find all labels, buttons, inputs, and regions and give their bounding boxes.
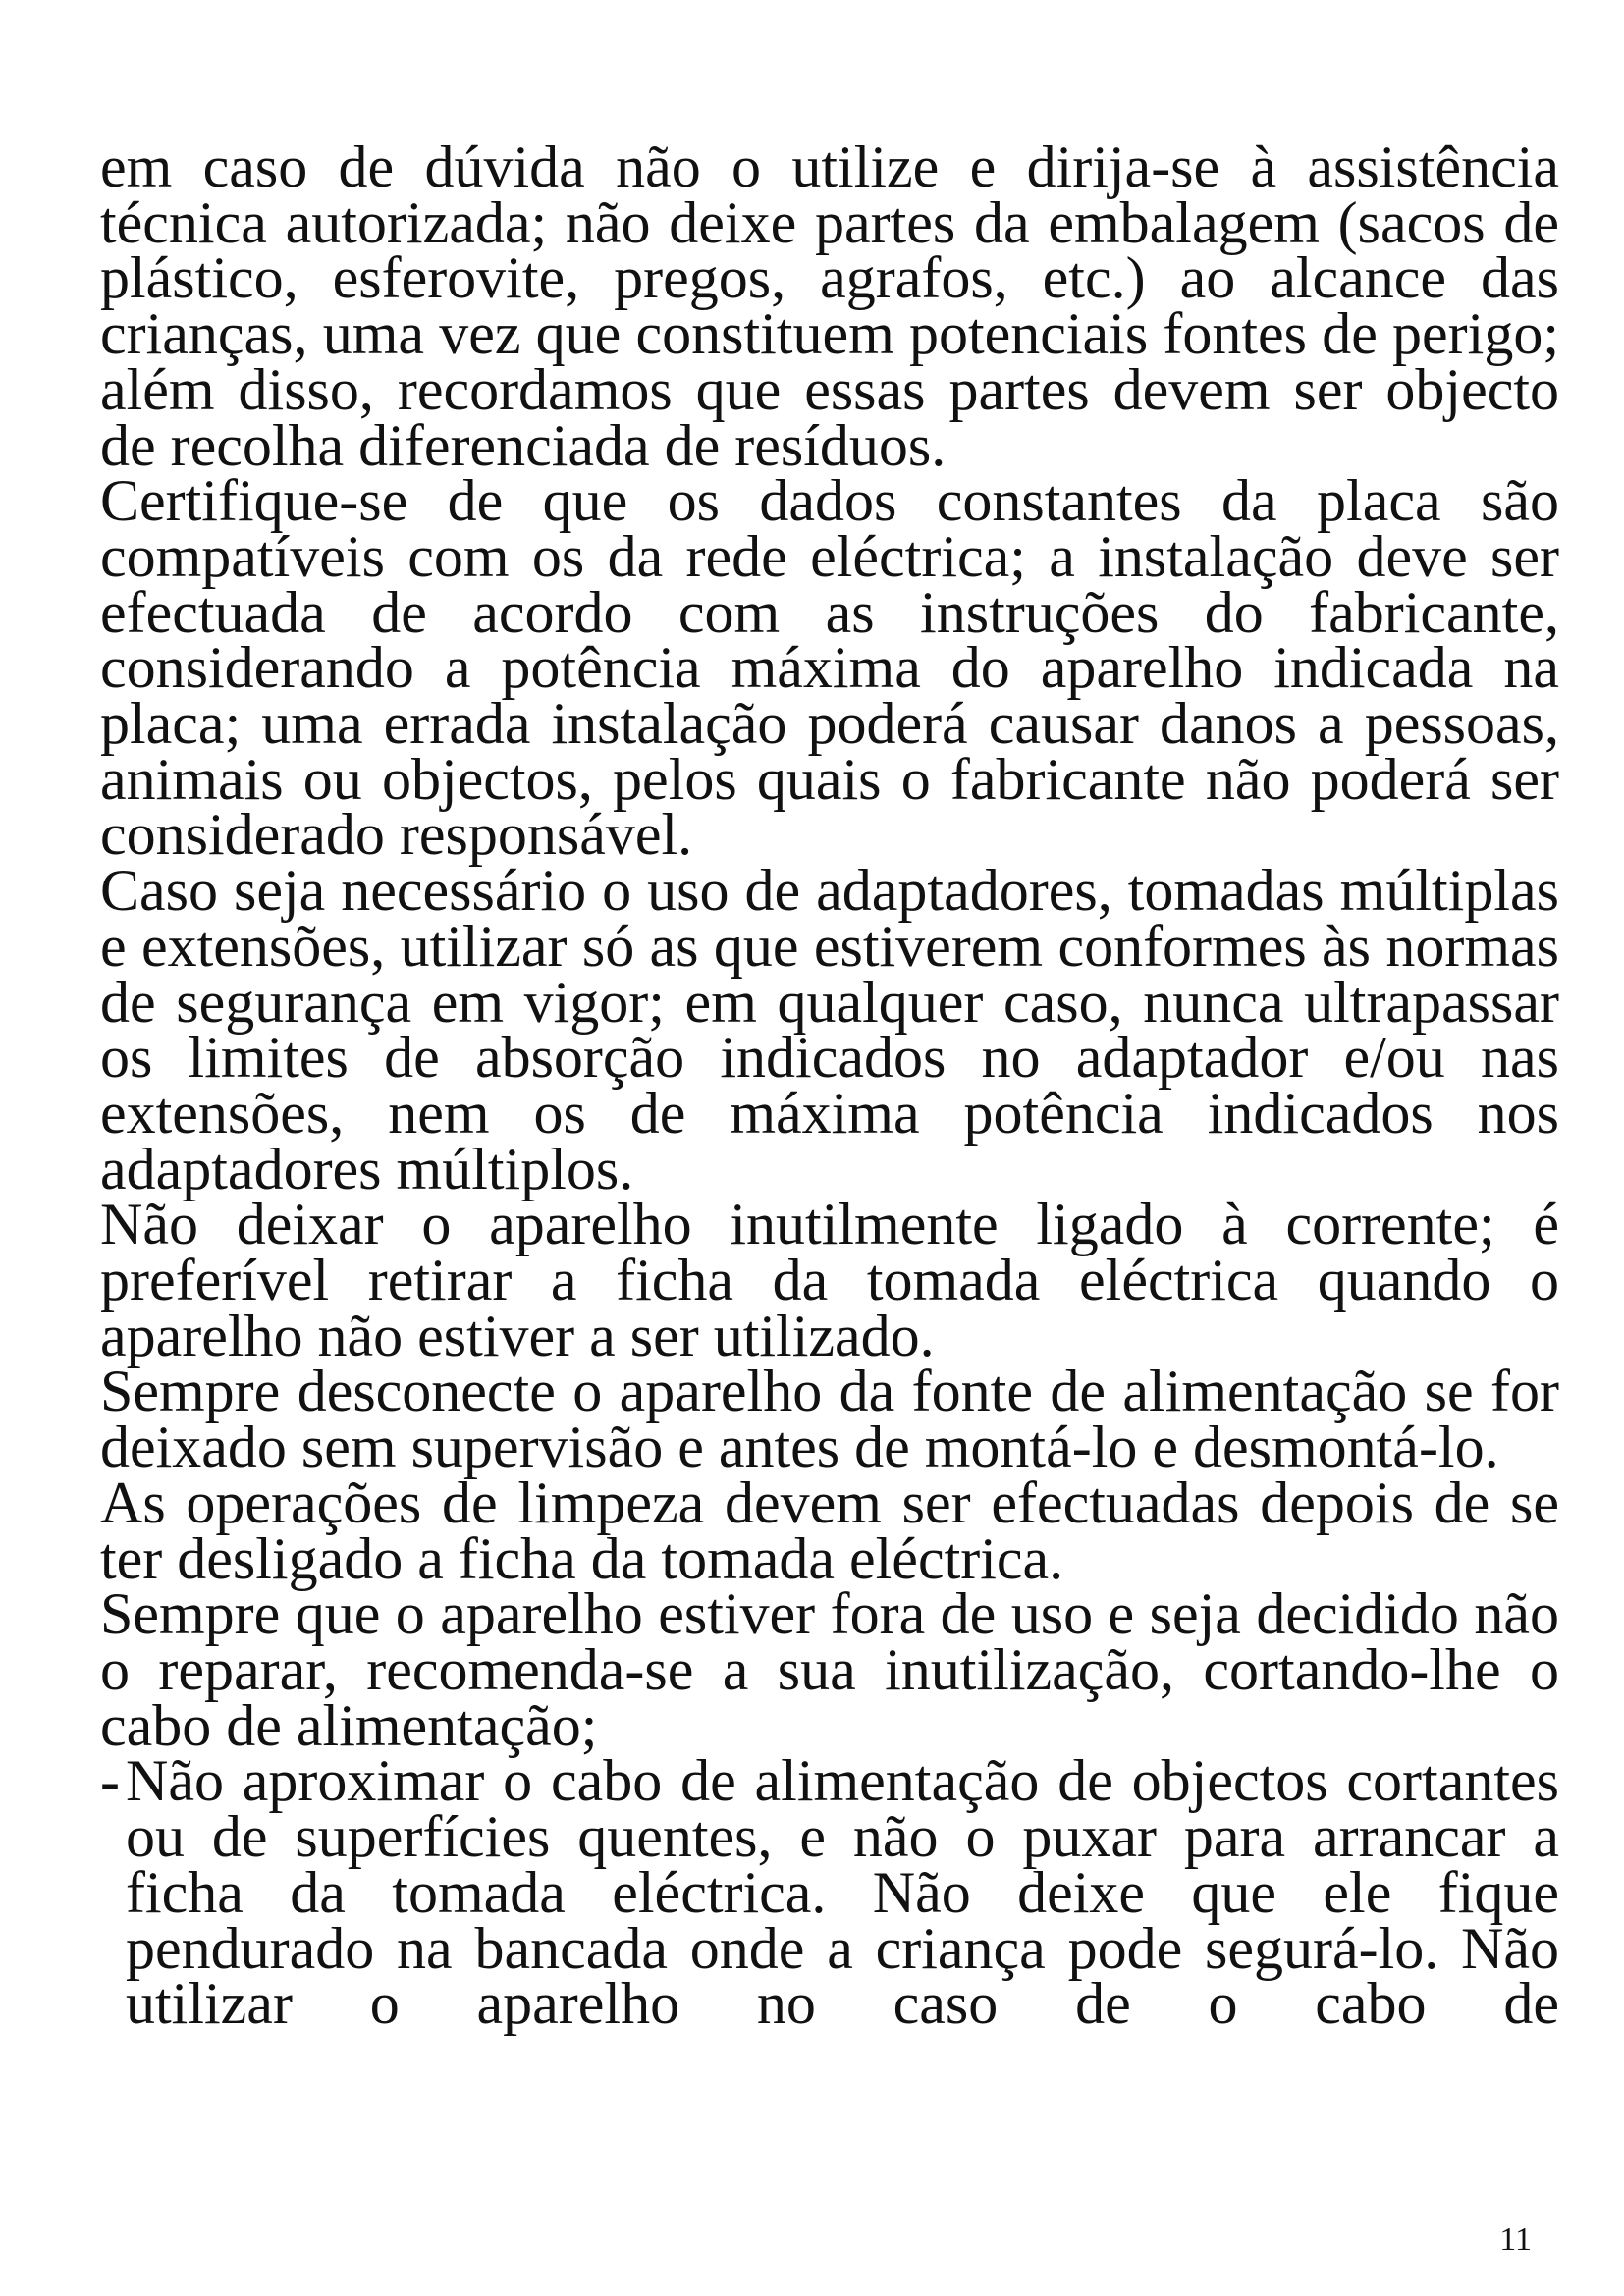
bullet-text: Não aproximar o cabo de alimentação de objectos cortantes ou de superfícies quentes, e não o puxar para arrancar a ficha da tomada eléctrica. Não deixe que ele fique pendurado na bancada onde a criança pode segurá-lo. Não utilizar o aparelho no caso de o cabo de [126, 1748, 1559, 2037]
paragraph-disconnect-unsupervised: Sempre desconecte o aparelho da fonte de alimentação se for deixado sem supervisão e antes de montá-lo e desmontá-lo. [100, 1359, 1559, 1480]
paragraph-packaging-warning: em caso de dúvida não o utilize e dirija-se à assistência técnica autorizada; não deixe partes da embalagem (sacos de plástico, esferovite, pregos, agrafos, etc.) ao alcance das crianças, uma vez que constituem potenciais fontes de perigo; além disso, recordamos que essas partes devem ser objecto de recolha diferenciada de resíduos. [100, 134, 1559, 478]
paragraph-cleaning: As operações de limpeza devem ser efectuadas depois de se ter desligado a ficha da tomada eléctrica. [100, 1469, 1559, 1591]
bullet-marker: - [100, 1748, 120, 1814]
bullet-item-power-cord [100, 1748, 1559, 2037]
paragraph-electrical-compatibility: Certifique-se de que os dados constantes da placa são compatíveis com os da rede eléctrica; a instalação deve ser efectuada de acordo com as instruções do fabricante, considerando a potência máxima do aparelho indicada na placa; uma errada instalação poderá causar danos a pessoas, animais ou objectos, pelos quais o fabricante não poderá ser considerado responsável. [100, 468, 1559, 868]
paragraph-unplug-when-unused: Não deixar o aparelho inutilmente ligado à corrente; é preferível retirar a ficha da tomada eléctrica quando o aparelho não estiver a ser utilizado. [100, 1192, 1559, 1368]
body-text [100, 134, 1559, 2037]
paragraph-disposal: Sempre que o aparelho estiver fora de uso e seja decidido não o reparar, recomenda-se a sua inutilização, cortando-lhe o cabo de alimentação; [100, 1581, 1559, 1758]
page-number: 11 [1499, 2221, 1532, 2258]
paragraph-adapters-extensions: Caso seja necessário o uso de adaptadores, tomadas múltiplas e extensões, utilizar só as que estiverem conformes às normas de segurança em vigor; em qualquer caso, nunca ultrapassar os limites de absorção indicados no adaptador e/ou nas extensões, nem os de máxima potência indicados nos adaptadores múltiplos. [100, 858, 1559, 1201]
